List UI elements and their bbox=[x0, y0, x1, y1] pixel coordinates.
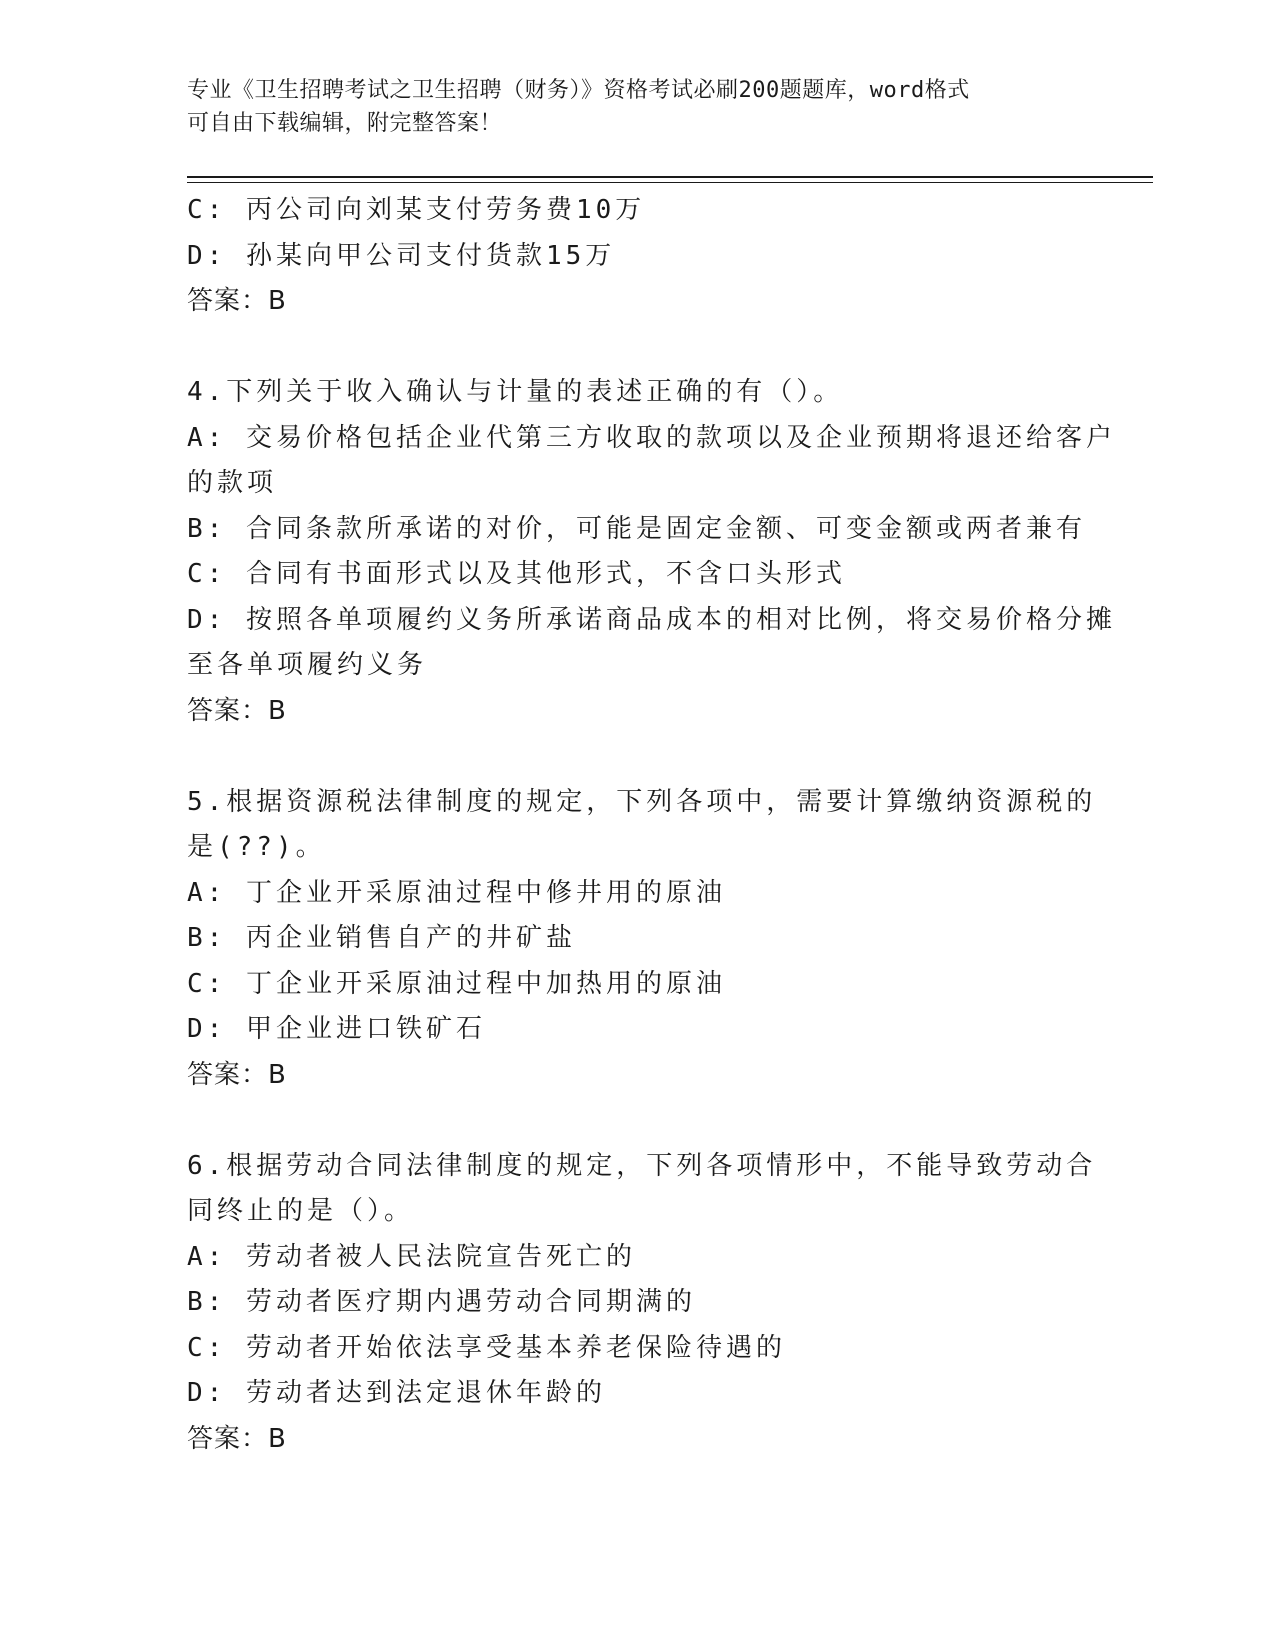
answer: 答案：B bbox=[187, 1423, 287, 1454]
question-stem: 6.根据劳动合同法律制度的规定，下列各项情形中，不能导致劳动合 bbox=[187, 1150, 1097, 1181]
option-c: C: 丙公司向刘某支付劳务费10万 bbox=[187, 195, 646, 225]
question-stem-continued: 是(??)。 bbox=[187, 832, 326, 862]
option-d: D: 孙某向甲公司支付货款15万 bbox=[187, 240, 616, 271]
question-4 bbox=[187, 370, 1116, 734]
option-c: C: 劳动者开始依法享受基本养老保险待遇的 bbox=[187, 1332, 786, 1363]
spacer bbox=[187, 325, 1087, 371]
option-b: B: 丙企业销售自产的井矿盐 bbox=[187, 923, 576, 953]
question-list bbox=[187, 188, 1116, 1462]
answer: 答案：B bbox=[187, 695, 287, 726]
option-d-continued: 至各单项履约义务 bbox=[187, 650, 428, 680]
option-b: B: 合同条款所承诺的对价，可能是固定金额、可变金额或两者兼有 bbox=[187, 513, 1086, 544]
header-divider-thick bbox=[187, 176, 1153, 178]
option-d: D: 按照各单项履约义务所承诺商品成本的相对比例，将交易价格分摊 bbox=[187, 604, 1116, 635]
question-stem: 4.下列关于收入确认与计量的表述正确的有（）。 bbox=[187, 377, 844, 407]
question-6 bbox=[187, 1144, 1097, 1463]
header-divider-thin bbox=[187, 182, 1153, 183]
option-a: A: 丁企业开采原油过程中修井用的原油 bbox=[187, 877, 726, 908]
option-d: D: 劳动者达到法定退休年龄的 bbox=[187, 1378, 606, 1408]
question-stem-continued: 同终止的是（）。 bbox=[187, 1196, 415, 1226]
option-d: D: 甲企业进口铁矿石 bbox=[187, 1014, 486, 1044]
document-header bbox=[187, 74, 1067, 140]
answer: 答案：B bbox=[187, 1059, 287, 1090]
question-5 bbox=[187, 780, 1097, 1099]
option-b: B: 劳动者医疗期内遇劳动合同期满的 bbox=[187, 1287, 696, 1317]
option-c: C: 合同有书面形式以及其他形式，不含口头形式 bbox=[187, 559, 846, 589]
question-stem: 5.根据资源税法律制度的规定，下列各项中，需要计算缴纳资源税的 bbox=[187, 786, 1097, 817]
header-title-line-2: 可自由下载编辑，附完整答案！ bbox=[187, 111, 503, 136]
answer: 答案：B bbox=[187, 286, 287, 316]
option-a: A: 劳动者被人民法院宣告死亡的 bbox=[187, 1241, 636, 1272]
spacer bbox=[187, 1098, 1087, 1144]
option-c: C: 丁企业开采原油过程中加热用的原油 bbox=[187, 968, 726, 999]
option-a: A: 交易价格包括企业代第三方收取的款项以及企业预期将退还给客户 bbox=[187, 422, 1116, 453]
question-3-tail bbox=[187, 188, 1087, 325]
spacer bbox=[187, 734, 1087, 780]
header-title-line-1: 专业《卫生招聘考试之卫生招聘（财务）》资格考试必刷200题题库，word格式 bbox=[187, 78, 970, 103]
option-a-continued: 的款项 bbox=[187, 468, 278, 498]
